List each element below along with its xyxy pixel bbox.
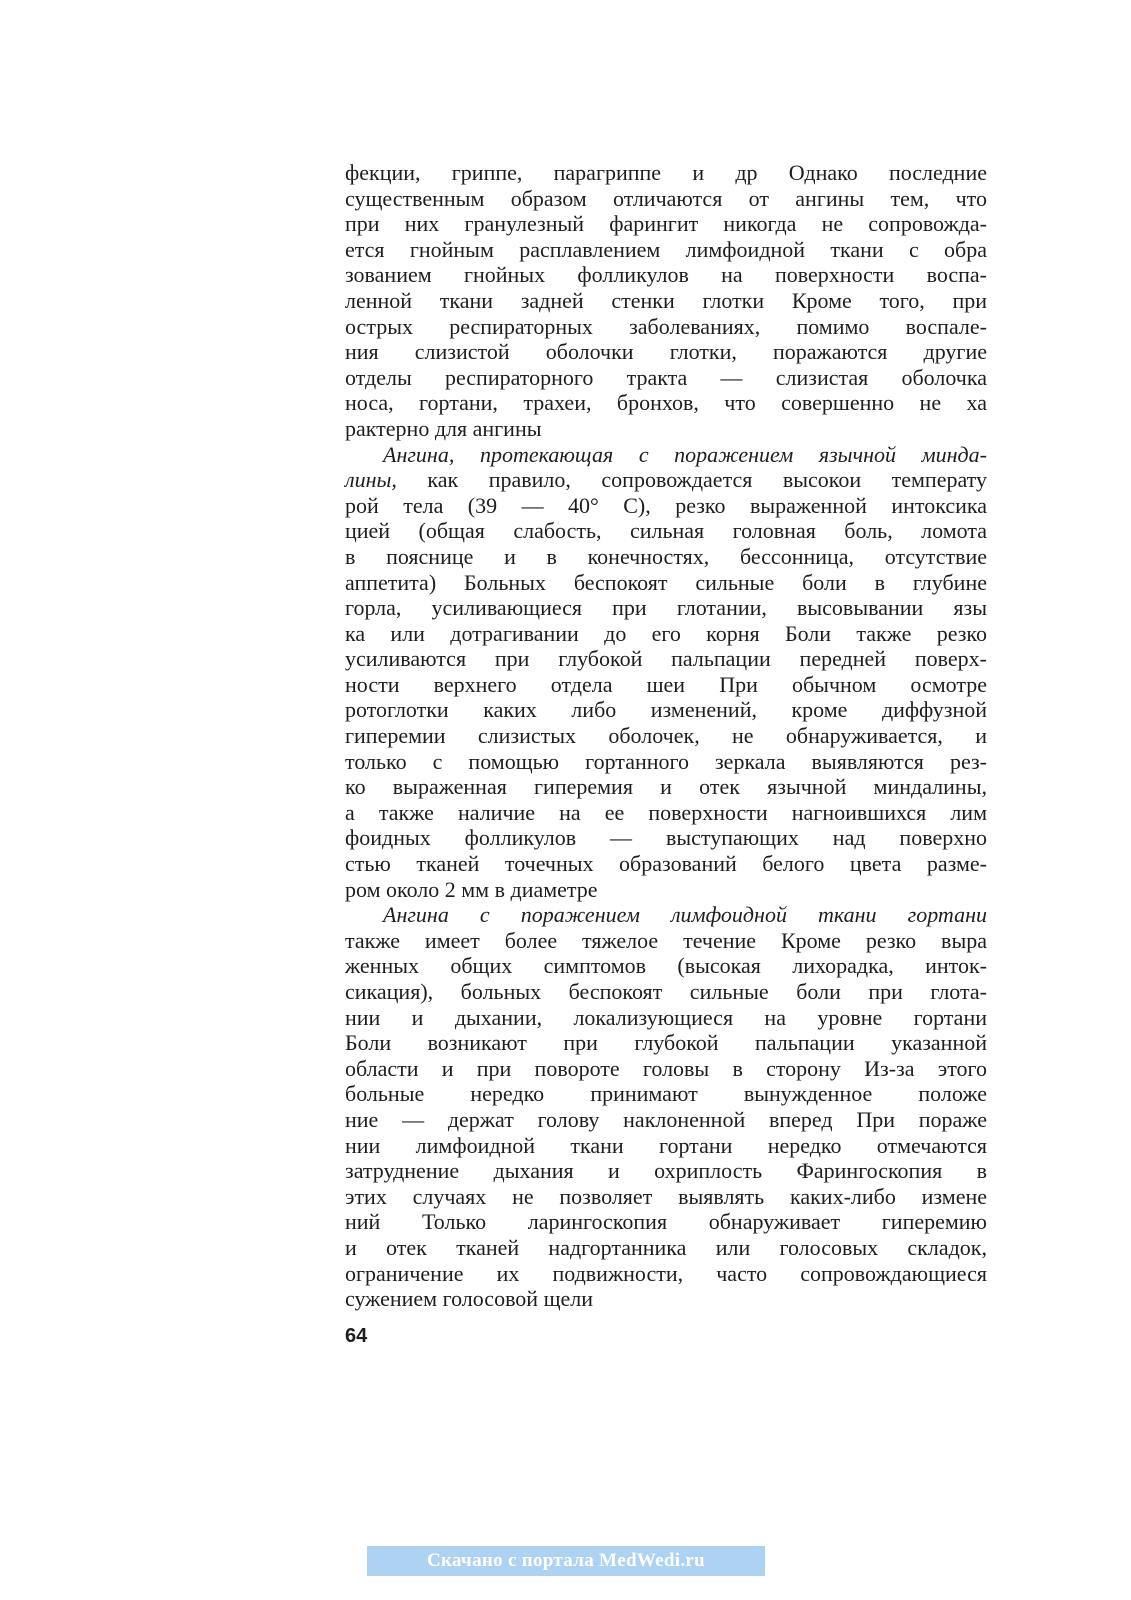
text-line: рой тела (39 — 40° С), резко выраженной интоксика [345,492,987,518]
text-line: аппетита) Больных беспокоят сильные боли в глубине [345,569,987,595]
text-line: ленной ткани задней стенки глотки Кроме того, при [345,287,987,313]
text-line: фекции, гриппе, парагриппе и др Однако последние [345,160,987,185]
text-line: ние — держат голову наклоненной вперед При пораже [345,1106,987,1132]
text-line: ности верхнего отдела шеи При обычном осмотре [345,671,987,697]
text-fragment: как правило, сопровождается высокои температу [396,467,987,493]
text-line: фоидных фолликулов — выступающих над поверхно [345,825,987,851]
text-line: сикация), больных беспокоят сильные боли при глота- [345,979,987,1004]
text-line: рактерно для ангины [345,415,542,441]
text-line: стью тканей точечных образований белого цвета разме- [345,851,987,877]
text-line: ограничение их подвижности, часто сопровождающиеся [345,1260,987,1286]
text-line: в пояснице и в конечностях, бессонница, отсутствие [345,543,987,569]
watermark-text: Скачано с портала MedWedi.ru [427,1550,705,1571]
page-number: 64 [345,1325,368,1347]
text-line: нии лимфоидной ткани гортани нередко отмечаются [345,1132,987,1158]
text-line: гиперемии слизистых оболочек, не обнаруживается, и [345,723,987,749]
text-line: ется гнойным расплавлением лимфоидной ткани с обра [345,236,987,262]
italic-term: лины, [345,467,397,493]
download-watermark [367,1546,765,1576]
text-line: существенным образом отличаются от ангины тем, что [345,185,987,211]
text-line: цией (общая слабость, сильная головная боль, ломота [345,518,987,544]
body-text [345,160,987,1312]
text-line: ний Только ларингоскопия обнаруживает гиперемию [345,1209,987,1235]
text-line: зованием гнойных фолликулов на поверхности воспа- [345,262,987,288]
text-line: нии и дыхании, локализующиеся на уровне гортани [345,1004,987,1030]
text-line: и отек тканей надгортанника или голосовых складок, [345,1234,987,1260]
text-line: отделы респираторного тракта — слизистая оболочка [345,364,987,390]
text-line: затруднение дыхания и охриплость Фарингоскопия в [345,1158,987,1184]
italic-heading-line [345,902,987,928]
text-line: больные нередко принимают вынужденное положе [345,1081,987,1107]
text-line: горла, усиливающиеся при глотании, высовывании язы [345,595,987,621]
text-line: ротоглотки каких либо изменений, кроме диффузной [345,697,987,723]
text-line: ка или дотрагивании до его корня Боли также резко [345,620,987,646]
text-line: также имеет более тяжелое течение Кроме резко выра [345,927,987,953]
text-line: усиливаются при глубокой пальпации передней поверх- [345,646,987,672]
text-line: женных общих симптомов (высокая лихорадка, инток- [345,953,987,979]
text-line: только с помощью гортанного зеркала выявляются рез- [345,748,987,774]
text-line: сужением голосовой щели [345,1286,594,1312]
text-line: ния слизистой оболочки глотки, поражаются другие [345,339,987,365]
text-line: этих случаях не позволяет выявлять каких-либо измене [345,1183,987,1209]
text-line: области и при повороте головы в сторону Из-за этого [345,1055,987,1081]
text-line: носа, гортани, трахеи, бронхов, что совершенно не ха [345,390,987,416]
italic-heading-line [345,442,987,468]
text-line: острых респираторных заболеваниях, помимо воспале- [345,313,987,339]
text-line: а также наличие на ее поверхности нагноившихся лим [345,799,987,825]
text-line: при них гранулезный фарингит никогда не сопровожда- [345,211,987,237]
text-line: ко выраженная гиперемия и отек язычной миндалины, [345,774,987,800]
italic-term: Ангина с поражением лимфоидной ткани гортани [383,902,987,928]
text-line: ром около 2 мм в диаметре [345,876,598,902]
text-line [345,467,987,493]
italic-term: Ангина, протекающая с поражением язычной минда- [383,441,987,467]
text-line: Боли возникают при глубокой пальпации указанной [345,1030,987,1056]
